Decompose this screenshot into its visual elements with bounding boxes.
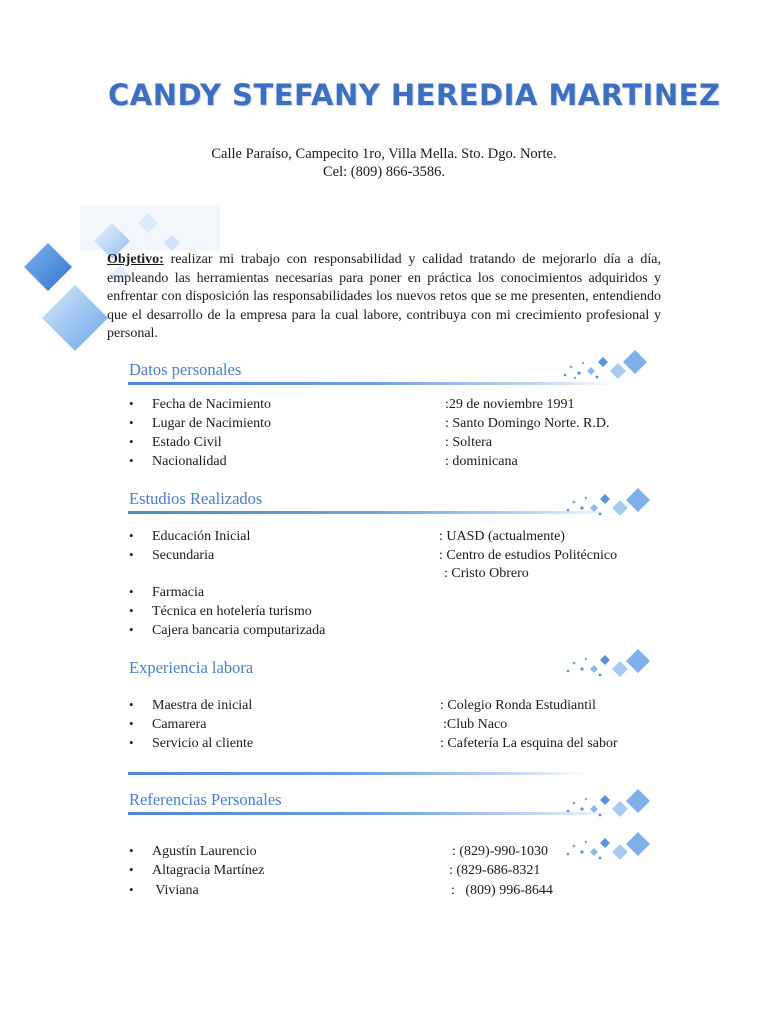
decorative-diamonds [560, 484, 660, 524]
section-rule [128, 812, 618, 815]
item-label: Maestra de inicial [152, 698, 253, 713]
item-label: Estado Civil [152, 435, 222, 450]
decorative-diamonds [560, 785, 660, 825]
item-label: Nacionalidad [152, 454, 227, 469]
item-label: Cajera bancaria computarizada [152, 623, 326, 638]
section-rule [128, 511, 618, 514]
item-value: :29 de noviembre 1991 [445, 397, 575, 412]
item-label: Agustín Laurencio [152, 844, 257, 859]
section-rule [128, 772, 588, 775]
item-value: : (809) 996-8644 [451, 883, 553, 898]
decorative-diamonds [560, 645, 660, 685]
section-title-experience: Experiencia labora [129, 658, 254, 677]
section-title-personal: Datos personales [129, 360, 242, 379]
item-label: Fecha de Nacimiento [152, 397, 271, 412]
item-value: : UASD (actualmente) [439, 529, 565, 544]
item-value: : Santo Domingo Norte. R.D. [445, 416, 610, 431]
item-label: Viviana [152, 883, 199, 898]
section-rule [128, 382, 618, 385]
address-line: Calle Paraíso, Campecito 1ro, Villa Mella. Sto. Dgo. Norte. [211, 146, 557, 162]
item-label: Servicio al cliente [152, 736, 254, 751]
item-label: Secundaria [152, 548, 215, 563]
phone-line: Cel: (809) 866-3586. [322, 164, 446, 180]
item-value-continued: : Cristo Obrero [444, 566, 529, 581]
objective-text: realizar mi trabajo con responsabilidad y calidad tratando de mejorarlo día a día, empleando las herramientas necesarias para poner en práctica los conocimientos adquiridos y enfrentar con disposición las responsabilidades los nuevos retos que se me presenten, entendiendo que el desarrollo de la empresa para la cual labore, contribuya con mi crecimiento profesional y personal. [107, 252, 661, 341]
candidate-name: CANDY STEFANY HEREDIA MARTINEZ [108, 78, 721, 112]
objective-label: Objetivo: [107, 252, 164, 267]
item-value: : dominicana [445, 454, 518, 469]
item-label: Altagracia Martínez [152, 863, 265, 878]
item-label: Lugar de Nacimiento [152, 416, 271, 431]
item-value: : Colegio Ronda Estudiantil [440, 698, 596, 713]
item-value: :Club Naco [443, 717, 508, 732]
item-label: Farmacia [152, 585, 205, 600]
item-value: : Soltera [445, 435, 493, 450]
decorative-diamonds [560, 828, 660, 868]
section-title-studies: Estudios Realizados [129, 489, 263, 508]
item-value: : Centro de estudios Politécnico [439, 548, 618, 563]
objective-paragraph [107, 251, 661, 344]
item-value: : (829)-990-1030 [452, 844, 549, 859]
item-value: : Cafetería La esquina del sabor [440, 736, 618, 751]
item-label: Técnica en hotelería turismo [152, 604, 312, 619]
item-value: : (829-686-8321 [449, 863, 541, 878]
decorative-diamonds [555, 345, 655, 390]
item-label: Educación Inicial [152, 529, 251, 544]
item-label: Camarera [152, 717, 207, 732]
section-title-references: Referencias Personales [129, 790, 282, 809]
